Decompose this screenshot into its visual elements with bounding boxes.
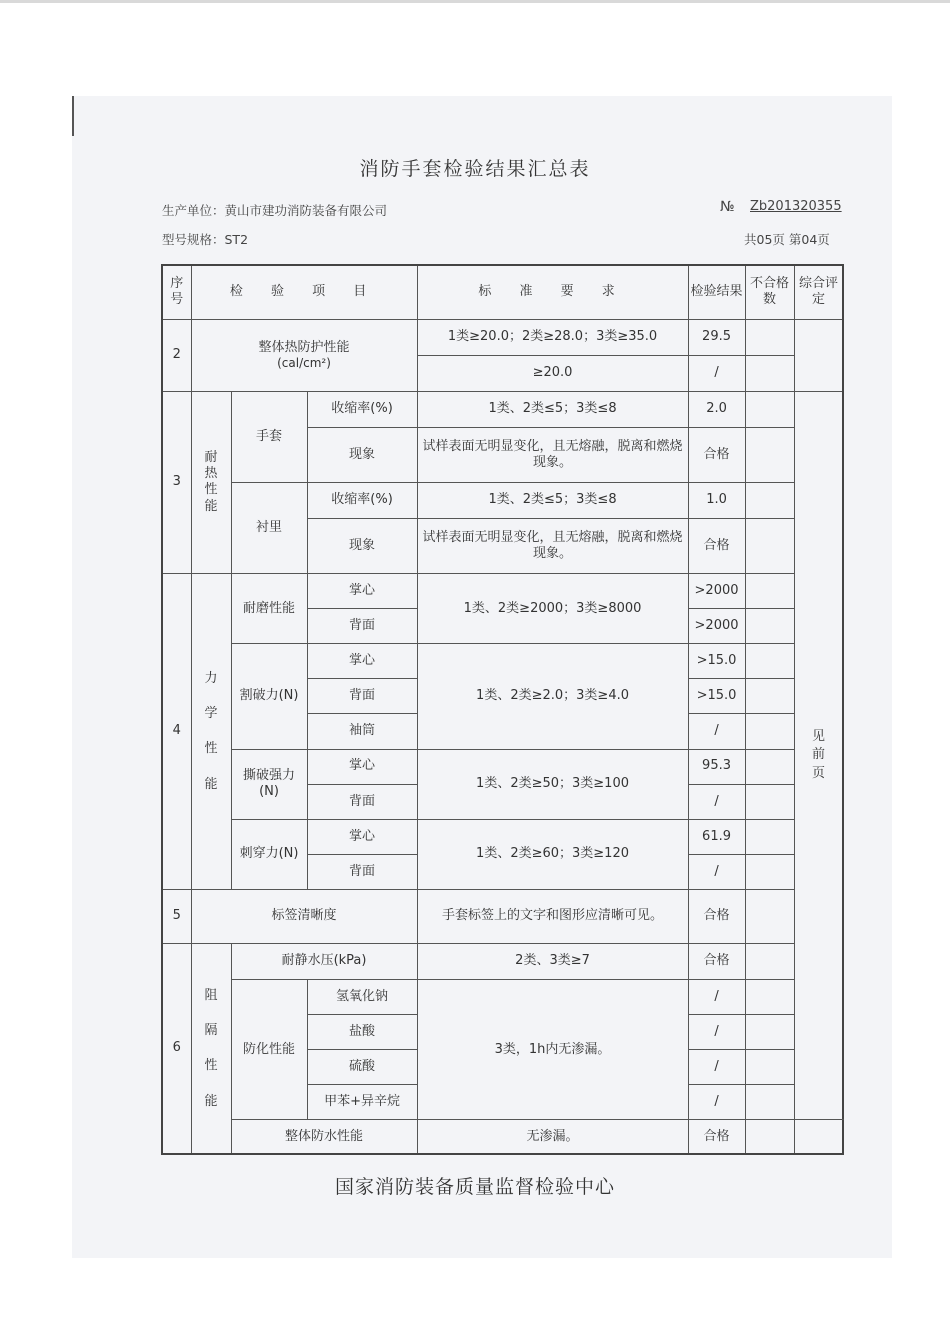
- result-value: 61.9: [688, 819, 745, 854]
- result-value: 合格: [688, 943, 745, 979]
- item-label: 盐酸: [307, 1015, 417, 1050]
- model-label: 型号规格：ST2: [162, 232, 249, 247]
- result-value: 1.0: [688, 482, 745, 518]
- table-row: [162, 889, 843, 943]
- item-label: 背面: [307, 784, 417, 819]
- fail-count-cell: [745, 519, 794, 574]
- result-value: 合格: [688, 889, 745, 943]
- fail-count-cell: [745, 391, 794, 427]
- item-label: 甲苯+异辛烷: [307, 1085, 417, 1120]
- producer-label: 生产单位：黄山市建功消防装备有限公司: [162, 203, 388, 218]
- category-label: 力学性能: [204, 671, 218, 792]
- result-value: /: [688, 784, 745, 819]
- item-label: 耐静水压(kPa): [231, 943, 417, 979]
- item-label: 掌心: [307, 749, 417, 784]
- fail-count-cell: [745, 749, 794, 784]
- item-label: 掌心: [307, 644, 417, 679]
- category-heat-resistance: [191, 391, 231, 573]
- item-label: 整体防水性能: [231, 1120, 417, 1154]
- result-value: /: [688, 980, 745, 1015]
- standard-text: 手套标签上的文字和图形应清晰可见。: [417, 889, 688, 943]
- item-label: 掌心: [307, 574, 417, 609]
- sub-item-label: 耐磨性能: [231, 574, 307, 644]
- fail-count-cell: [745, 943, 794, 979]
- result-value: 29.5: [688, 319, 745, 355]
- standard-text: 1类、2类≥2000；3类≥8000: [417, 574, 688, 644]
- item-label: 背面: [307, 609, 417, 644]
- sub-item-label: 手套: [231, 391, 307, 482]
- fail-count-cell: [745, 819, 794, 854]
- results-table: [161, 264, 844, 1155]
- result-value: /: [688, 355, 745, 391]
- header-overall: 综合评定: [794, 265, 843, 319]
- category-label: 阻隔性能: [204, 988, 218, 1109]
- item-label: 收缩率(%): [307, 482, 417, 518]
- fail-count-cell: [745, 482, 794, 518]
- item-label: 掌心: [307, 819, 417, 854]
- fail-count-cell: [745, 854, 794, 889]
- standard-text: 1类、2类≤5；3类≤8: [417, 482, 688, 518]
- table-header-row: [162, 265, 843, 319]
- category-label: 整体热防护性能: [258, 339, 350, 355]
- row-number: 5: [162, 889, 191, 943]
- standard-text: 1类、2类≥2.0；3类≥4.0: [417, 644, 688, 749]
- result-value: >2000: [688, 609, 745, 644]
- result-value: 合格: [688, 519, 745, 574]
- item-label: 现象: [307, 519, 417, 574]
- item-label: 硫酸: [307, 1050, 417, 1085]
- standard-text: 无渗漏。: [417, 1120, 688, 1154]
- table-row: [162, 391, 843, 427]
- result-value: 95.3: [688, 749, 745, 784]
- overall-value: 见前页: [812, 729, 826, 781]
- table-row: [162, 574, 843, 609]
- top-border: [0, 0, 950, 3]
- item-label: 背面: [307, 679, 417, 714]
- row-number: 3: [162, 391, 191, 573]
- standard-text: 3类，1h内无渗漏。: [417, 980, 688, 1120]
- fail-count-cell: [745, 714, 794, 749]
- sheet-edge-mark: [72, 96, 74, 136]
- standard-text: 1类、2类≤5；3类≤8: [417, 391, 688, 427]
- item-label: 袖筒: [307, 714, 417, 749]
- standard-text: 试样表面无明显变化，且无熔融，脱离和燃烧现象。: [417, 519, 688, 574]
- result-value: 合格: [688, 427, 745, 482]
- fail-count-cell: [745, 889, 794, 943]
- row-number: 2: [162, 319, 191, 391]
- header-fail-count: 不合格数: [745, 265, 794, 319]
- report-number: Zb201320355: [750, 199, 842, 214]
- fail-count-cell: [745, 1085, 794, 1120]
- table-row: [162, 749, 843, 784]
- document-title: 消防手套检验结果汇总表: [359, 158, 591, 180]
- result-value: >2000: [688, 574, 745, 609]
- fail-count-cell: [745, 784, 794, 819]
- result-value: /: [688, 1015, 745, 1050]
- header-standard: 标 准 要 求: [417, 265, 688, 319]
- fail-count-cell: [745, 1050, 794, 1085]
- table-row: [162, 482, 843, 518]
- fail-count-cell: [745, 609, 794, 644]
- standard-text: ≥20.0: [417, 355, 688, 391]
- result-value: /: [688, 854, 745, 889]
- result-value: /: [688, 1085, 745, 1120]
- sub-item-label: 衬里: [231, 482, 307, 573]
- category-mechanical: [191, 574, 231, 890]
- fail-count-cell: [745, 427, 794, 482]
- table-row: [162, 980, 843, 1015]
- standard-text: 试样表面无明显变化，且无熔融，脱离和燃烧现象。: [417, 427, 688, 482]
- sub-item-label: 撕破强力(N): [231, 749, 307, 819]
- number-symbol: №: [720, 199, 735, 215]
- item-label: 氢氧化钠: [307, 980, 417, 1015]
- fail-count-cell: [745, 574, 794, 609]
- category-thermal-protection: [191, 319, 417, 391]
- table-row: [162, 943, 843, 979]
- fail-count-cell: [745, 1120, 794, 1154]
- issuer-footer: 国家消防装备质量监督检验中心: [334, 1176, 615, 1198]
- row-number: 4: [162, 574, 191, 890]
- standard-text: 1类、2类≥60；3类≥120: [417, 819, 688, 889]
- item-label: 标签清晰度: [191, 889, 417, 943]
- result-value: 合格: [688, 1120, 745, 1154]
- table-row: [162, 644, 843, 679]
- fail-count-cell: [745, 980, 794, 1015]
- table-row: [162, 1120, 843, 1154]
- item-label: 现象: [307, 427, 417, 482]
- result-value: >15.0: [688, 679, 745, 714]
- sub-item-label: 割破力(N): [231, 644, 307, 749]
- fail-count-cell: [745, 355, 794, 391]
- header-item: 检 验 项 目: [191, 265, 417, 319]
- fail-count-cell: [745, 644, 794, 679]
- category-label: 耐热性能: [204, 449, 218, 514]
- table-row: [162, 819, 843, 854]
- item-label: 收缩率(%): [307, 391, 417, 427]
- result-value: /: [688, 714, 745, 749]
- result-value: /: [688, 1050, 745, 1085]
- overall-cell: [794, 391, 843, 1120]
- standard-text: 1类≥20.0；2类≥28.0；3类≥35.0: [417, 319, 688, 355]
- page-info: 共05页 第04页: [744, 232, 830, 247]
- fail-count-cell: [745, 1015, 794, 1050]
- sub-item-label: 防化性能: [231, 980, 307, 1120]
- result-value: >15.0: [688, 644, 745, 679]
- fail-count-cell: [745, 319, 794, 355]
- item-label: 背面: [307, 854, 417, 889]
- fail-count-cell: [745, 679, 794, 714]
- row-number: 6: [162, 943, 191, 1154]
- header-result: 检验结果: [688, 265, 745, 319]
- standard-text: 1类、2类≥50；3类≥100: [417, 749, 688, 819]
- unit-label: (cal/cm²): [277, 355, 331, 370]
- result-value: 2.0: [688, 391, 745, 427]
- table-row: [162, 319, 843, 355]
- overall-cell: [794, 319, 843, 391]
- category-barrier: [191, 943, 231, 1154]
- standard-text: 2类、3类≥7: [417, 943, 688, 979]
- header-seq: 序号: [162, 265, 191, 319]
- sub-item-label: 刺穿力(N): [231, 819, 307, 889]
